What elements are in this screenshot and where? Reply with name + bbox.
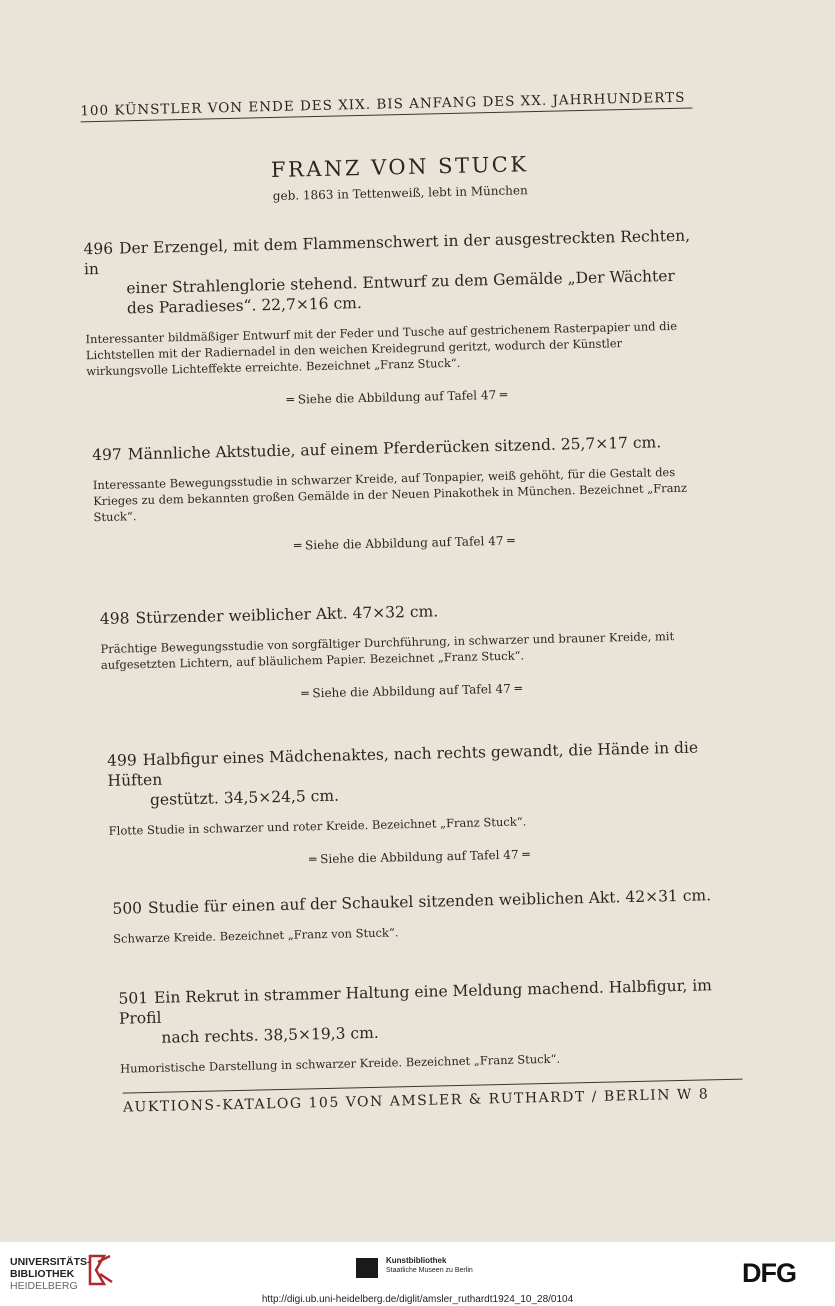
ub-heidelberg-logo-icon (82, 1252, 118, 1288)
plate-reference: ═ Siehe die Abbildung auf Tafel 47 ═ (293, 533, 515, 553)
lot-title-first: Studie für einen auf der Schaukel sitzenden weiblichen Akt. 42×31 cm. (147, 886, 712, 918)
ub-line1: UNIVERSITÄTS- (10, 1256, 91, 1268)
lot-title-rest: nach rechts. 38,5×19,3 cm. (161, 1023, 379, 1047)
ub-line3: HEIDELBERG (10, 1280, 78, 1292)
lot-number: 500 (112, 899, 143, 918)
artist-name: FRANZ VON STUCK (270, 152, 529, 183)
lot-description: Prächtige Bewegungsstudie von sorgfältiger Durchführung, in schwarzer und brauner Kreide, mit aufgesetzten Lichtern, auf bläulichem Papier. Bezeichnet „Franz Stuck“. (100, 629, 675, 673)
lot-description: Schwarze Kreide. Bezeichnet „Franz von Stuck“. (112, 925, 399, 946)
lot-title-first: Männliche Aktstudie, auf einem Pferderücken sitzend. 25,7×17 cm. (127, 433, 662, 464)
lot-title (100, 595, 720, 629)
plate-reference: ═ Siehe die Abbildung auf Tafel 47 ═ (286, 387, 508, 407)
ub-line2: BIBLIOTHEK (10, 1268, 75, 1280)
lot-title-rest: einer Strahlenglorie stehend. Entwurf zu dem Gemälde „Der Wächter des Paradieses“. 22,7×16 cm. (126, 266, 676, 318)
lot-title (112, 885, 732, 919)
lot-title-rest: gestützt. 34,5×24,5 cm. (149, 786, 340, 809)
lot-number: 498 (99, 609, 130, 629)
ub-heidelberg-label (10, 1256, 91, 1292)
artist-subtitle: geb. 1863 in Tettenweiß, lebt in München (272, 183, 528, 204)
lot-entry (83, 225, 707, 411)
lot-number: 496 (83, 239, 114, 259)
lot-title-first: Halbfigur eines Mädchenaktes, nach rechts gewandt, die Hände in die Hüften (107, 738, 699, 790)
lot-description: Humoristische Darstellung in schwarzer Kreide. Bezeichnet „Franz Stuck“. (119, 1051, 561, 1076)
lot-description: Interessanter bildmäßiger Entwurf mit der Feder und Tusche auf gestrichenem Rasterpapier und die Lichtstellen mit der Radiernadel in den weichen Kreidegrund geritzt, wodurch der Künstler wirkungsvolle Lichteffekte erreichte. Bezeichnet „Franz Stuck“. (85, 318, 678, 379)
lot-entry (100, 595, 722, 705)
kb-line1: Kunstbibliothek (386, 1256, 447, 1265)
lot-title (118, 975, 739, 1049)
lot-title (107, 737, 728, 811)
lot-title-first: Ein Rekrut in strammer Haltung eine Meldung machend. Halbfigur, im Profil (118, 976, 713, 1028)
kb-line2: Staatliche Museen zu Berlin (386, 1267, 473, 1274)
source-url[interactable]: http://digi.ub.uni-heidelberg.de/diglit/amsler_ruthardt1924_10_28/0104 (261, 1294, 574, 1305)
lot-title-first: Der Erzengel, mit dem Flammenschwert in der ausgestreckten Rechten, in (83, 226, 691, 279)
lot-entry (92, 431, 714, 557)
lot-entry (107, 737, 730, 871)
lot-entry (112, 885, 733, 947)
plate-reference: ═ Siehe die Abbildung auf Tafel 47 ═ (308, 847, 530, 867)
lot-number: 501 (118, 989, 149, 1008)
kunstbibliothek-label (386, 1256, 473, 1275)
lot-entry (118, 975, 740, 1077)
lot-title (83, 225, 705, 319)
lot-description: Interessante Bewegungsstudie in schwarzer Kreide, auf Tonpapier, weiß gehöht, für die Gestalt des Krieges zu dem bekannten großen Gemälde in der Neuen Pinakothek in München. Bezeichnet „Franz Stuck“. (92, 464, 688, 525)
lot-description: Flotte Studie in schwarzer und roter Kreide. Bezeichnet „Franz Stuck“. (108, 814, 527, 838)
lot-title (92, 431, 712, 465)
lot-number: 499 (106, 751, 137, 770)
plate-reference: ═ Siehe die Abbildung auf Tafel 47 ═ (301, 681, 522, 701)
dfg-logo: DFG (742, 1258, 796, 1288)
running-header: 100 KÜNSTLER VON ENDE DES XIX. BIS ANFANG DES XX. JAHRHUNDERTS (80, 89, 692, 122)
kunstbibliothek-logo-icon (356, 1258, 378, 1278)
lot-number: 497 (91, 445, 122, 465)
lot-title-first: Stürzender weiblicher Akt. 47×32 cm. (135, 602, 439, 628)
catalog-footer: AUKTIONS-KATALOG 105 VON AMSLER & RUTHARDT / BERLIN W 8 (123, 1079, 743, 1116)
